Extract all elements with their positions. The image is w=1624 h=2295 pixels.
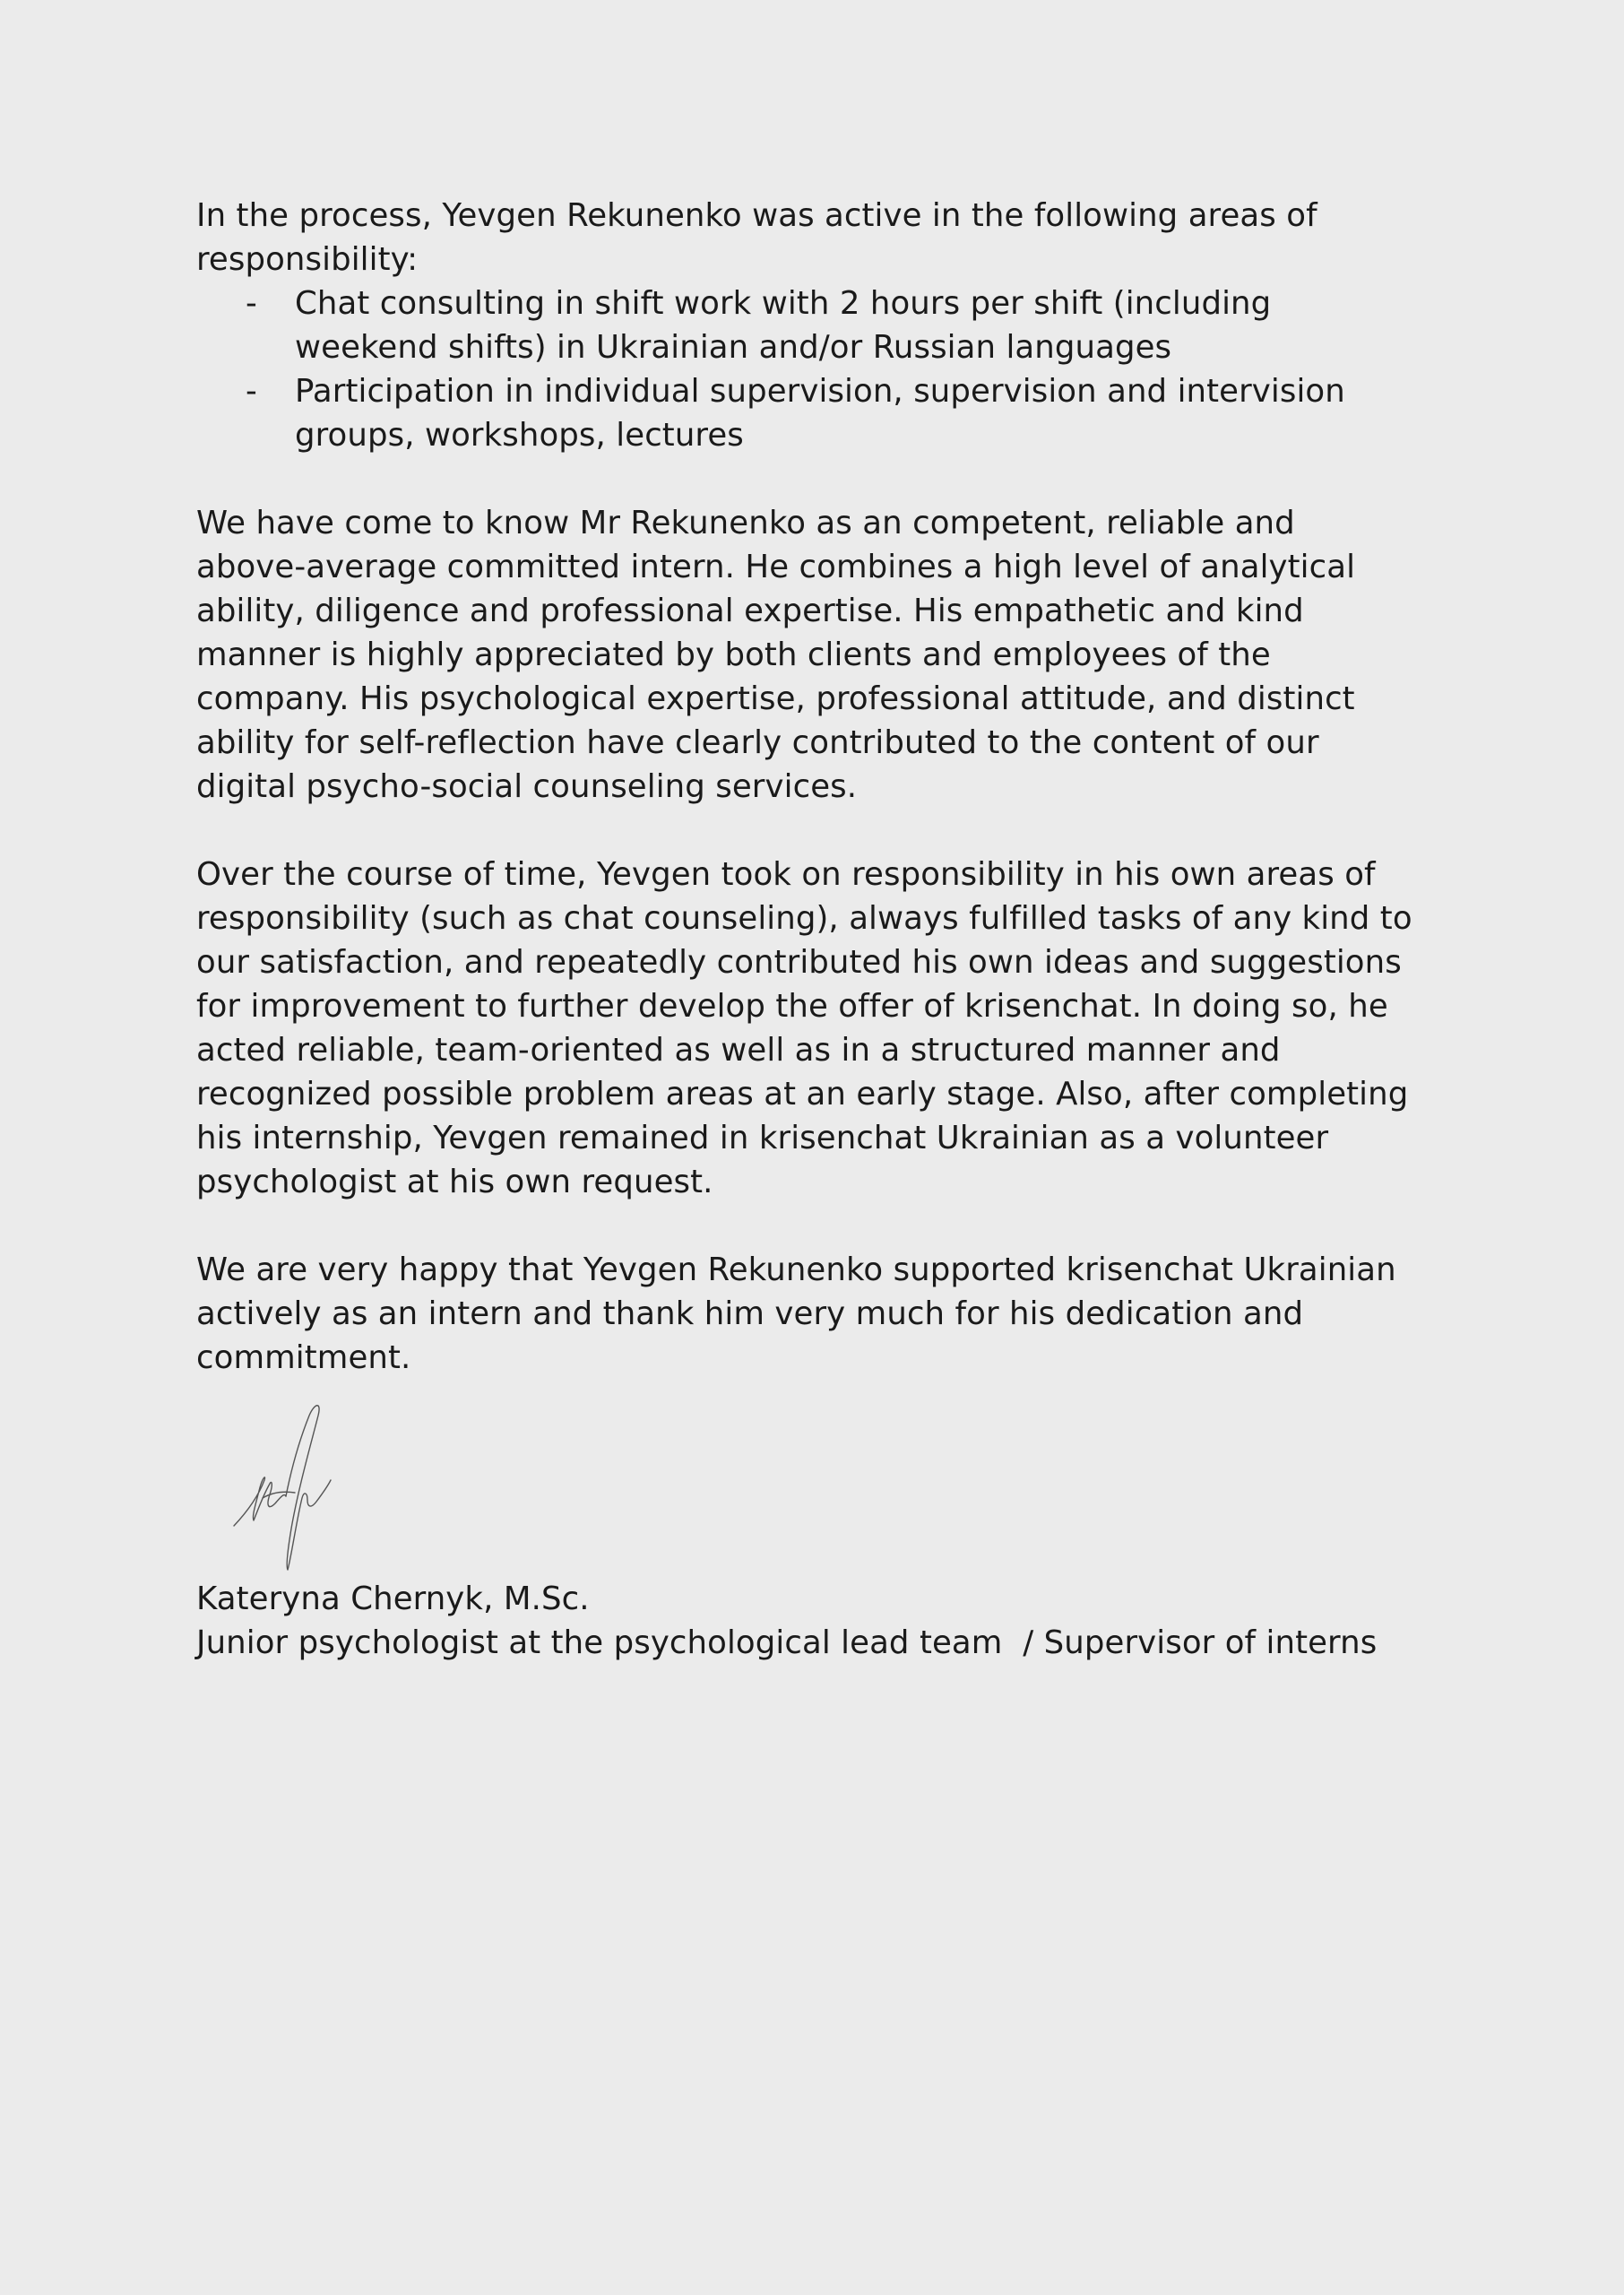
- paragraph-line: Over the course of time, Yevgen took on responsibility in his own areas of: [196, 856, 1376, 893]
- responsibilities-list: [196, 281, 1451, 457]
- paragraph-line: ability, diligence and professional expertise. His empathetic and kind: [196, 593, 1304, 629]
- signer-name: Kateryna Chernyk, M.Sc.: [196, 1581, 590, 1617]
- list-dash: -: [246, 285, 257, 322]
- evaluation-paragraph: [196, 501, 1451, 809]
- list-item: [196, 369, 1451, 457]
- paragraph-line: We are very happy that Yevgen Rekunenko supported krisenchat Ukrainian: [196, 1251, 1396, 1288]
- paragraph-line: our satisfaction, and repeatedly contributed his own ideas and suggestions: [196, 944, 1402, 981]
- list-dash: -: [246, 373, 257, 410]
- list-item-line: groups, workshops, lectures: [295, 417, 744, 454]
- handwritten-signature: [232, 1398, 429, 1577]
- paragraph-line: We have come to know Mr Rekunenko as an competent, reliable and: [196, 505, 1295, 541]
- paragraph-line: company. His psychological expertise, professional attitude, and distinct: [196, 680, 1355, 717]
- paragraph-line: recognized possible problem areas at an early stage. Also, after completing: [196, 1076, 1409, 1113]
- paragraph-line: manner is highly appreciated by both clients and employees of the: [196, 637, 1271, 673]
- paragraph-line: actively as an intern and thank him very much for his dedication and: [196, 1295, 1304, 1332]
- paragraph-line: his internship, Yevgen remained in krisenchat Ukrainian as a volunteer: [196, 1120, 1329, 1156]
- signer-block: [196, 1577, 1451, 1665]
- paragraph-line: ability for self-reflection have clearly contributed to the content of our: [196, 724, 1319, 761]
- paragraph-line: for improvement to further develop the offer of krisenchat. In doing so, he: [196, 988, 1388, 1025]
- closing-paragraph: [196, 1248, 1451, 1380]
- list-item: [196, 281, 1451, 369]
- paragraph-line: commitment.: [196, 1339, 411, 1376]
- list-item-line: weekend shifts) in Ukrainian and/or Russian languages: [295, 329, 1172, 366]
- paragraph-line: digital psycho-social counseling services.: [196, 768, 858, 805]
- list-item-line: Participation in individual supervision, supervision and intervision: [295, 373, 1345, 410]
- paragraph-line: responsibility (such as chat counseling), always fulfilled tasks of any kind to: [196, 900, 1412, 937]
- letter-body: [196, 194, 1451, 1665]
- list-item-line: Chat consulting in shift work with 2 hours per shift (including: [295, 285, 1272, 322]
- paragraph-line: acted reliable, team-oriented as well as in a structured manner and: [196, 1032, 1281, 1069]
- signer-title: Junior psychologist at the psychological lead team / Supervisor of interns: [196, 1624, 1378, 1661]
- responsibility-paragraph: [196, 853, 1451, 1204]
- intro-text: In the process, Yevgen Rekunenko was active in the following areas of responsibility:: [196, 197, 1317, 278]
- paragraph-line: psychologist at his own request.: [196, 1164, 713, 1200]
- paragraph-line: above-average committed intern. He combines a high level of analytical: [196, 549, 1356, 585]
